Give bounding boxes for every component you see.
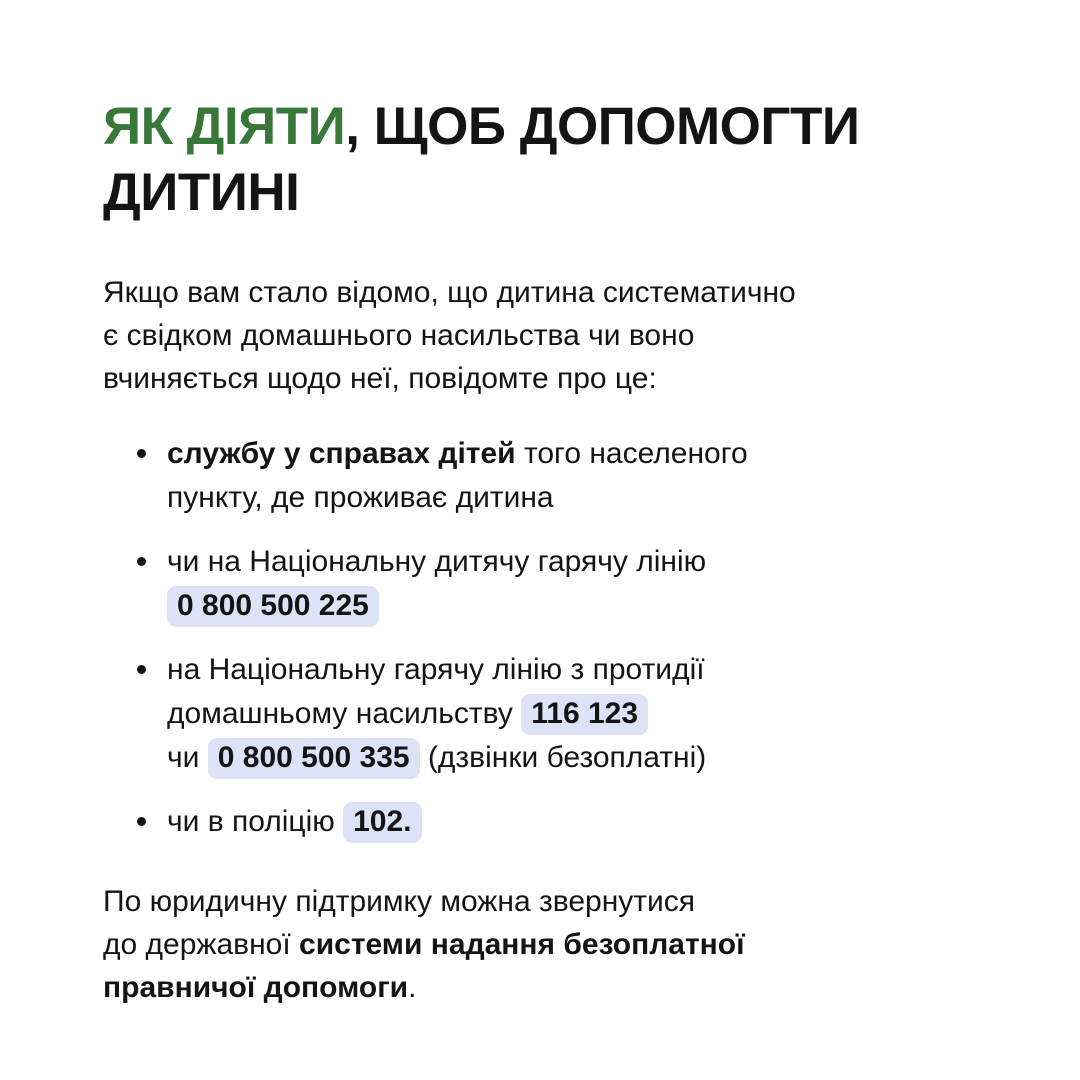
page-title	[103, 94, 992, 226]
violence-hotline-free-calls-note: (дзвінки безоплатні)	[419, 741, 707, 774]
violence-hotline-text-line1: на Національну гарячу лінію з протидії	[167, 653, 705, 686]
list-item-children-service	[167, 432, 992, 520]
legal-aid-bold-line2: системи надання безоплатної	[299, 928, 745, 961]
children-service-bold-text: службу у справах дітей	[167, 437, 516, 470]
title-line2: ДИТИНІ	[103, 163, 300, 222]
phone-highlight-0800500335: 0 800 500 335	[208, 738, 420, 779]
phone-highlight-102: 102.	[343, 802, 421, 843]
police-text: чи в поліцію	[167, 805, 344, 838]
legal-aid-period: .	[408, 971, 417, 1004]
intro-line2: є свідком домашнього насильства чи воно	[103, 319, 695, 352]
title-accent-text: ЯК ДІЯТИ	[103, 97, 346, 156]
children-service-text: того населеного	[515, 437, 748, 470]
bullet-icon	[137, 817, 146, 826]
list-item-police	[167, 800, 992, 844]
child-hotline-text: чи на Національну дитячу гарячу лінію	[167, 545, 707, 578]
legal-aid-text-line1: По юридичну підтримку можна звернутися	[103, 885, 696, 918]
intro-paragraph	[103, 271, 992, 400]
title-rest-line1: , ЩОБ ДОПОМОГТИ	[345, 97, 860, 156]
legal-aid-bold-line3: правничої допомоги	[103, 971, 409, 1004]
list-item-violence-hotline	[167, 648, 992, 780]
intro-line3: вчиняється щодо неї, повідомте про це:	[103, 362, 657, 395]
bullet-icon	[137, 665, 146, 674]
violence-hotline-text-line3: чи	[167, 741, 208, 774]
actions-list	[103, 432, 992, 844]
bullet-icon	[137, 449, 146, 458]
children-service-text-line2: пункту, де проживає дитина	[167, 481, 554, 514]
intro-line1: Якщо вам стало відомо, що дитина систематично	[103, 276, 796, 309]
legal-aid-paragraph	[103, 880, 992, 1009]
list-item-child-hotline	[167, 540, 992, 628]
legal-aid-text-line2: до державної	[103, 928, 300, 961]
violence-hotline-text-line2: домашньому насильству	[167, 697, 522, 730]
bullet-icon	[137, 557, 146, 566]
phone-highlight-116123: 116 123	[521, 694, 648, 735]
phone-highlight-child-hotline: 0 800 500 225	[167, 586, 379, 627]
